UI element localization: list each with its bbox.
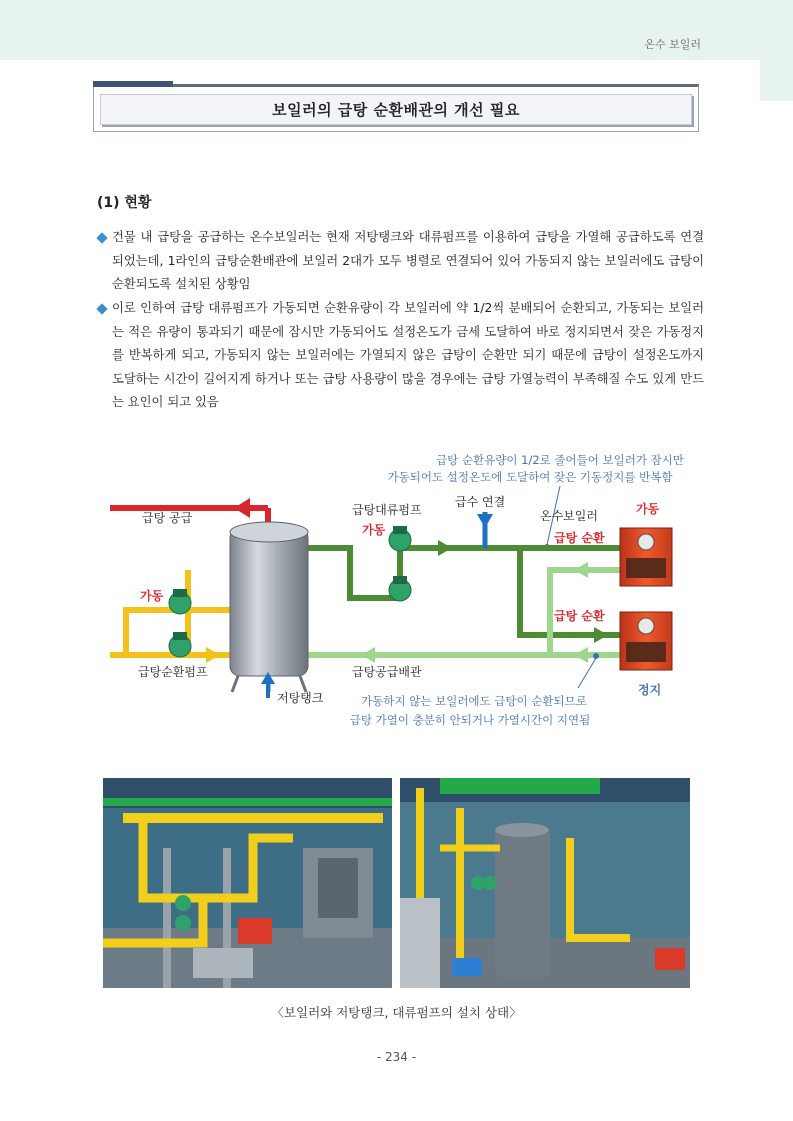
diamond-bullet-icon [96,303,107,314]
circulation-arrow-icon [206,647,220,663]
supply-label: 급탕 공급 [142,511,193,525]
stopped-label: 정지 [638,683,662,697]
return-arrow-icon [574,647,588,663]
circulation-label-2: 급탕 순환 [554,609,605,623]
installation-photo-left [103,778,392,988]
flow-arrow-icon [438,540,452,556]
figure-caption: 〈보일러와 저탕탱크, 대류펌프의 설치 상태〉 [271,1005,522,1020]
title-inner [100,94,692,125]
circulation-label-1: 급탕 순환 [554,531,605,545]
circulation-pump-label: 급탕순환펌프 [138,665,208,679]
bullet-text-1: 건물 내 급탕을 공급하는 온수보일러는 현재 저탕탱크와 대류펌프를 이용하여 급탕을 가열해 공급하도록 연결되었는데, 1라인의 급탕순환배관에 보일러 2대가 모두 병렬로 연결되어 있어 가동되지 않는 보일러에도 급탕이 순환되도록 설치된 상황임 [112,230,704,291]
bottom-annotation-pointer [578,658,596,688]
side-tab [760,60,793,101]
bottom-annotation-line1: 가동하지 않는 보일러에도 급탕이 순환되므로 [361,694,587,708]
circulation-loop-main [110,610,220,655]
return-arrow-icon [574,562,588,578]
convection-pump-label: 급탕대류펌프 [352,503,422,517]
installation-photo-right [400,778,690,988]
side-tab-top [760,0,793,60]
cold-water-arrow-icon [477,514,493,528]
supply-pipe-label: 급탕공급배관 [352,665,422,679]
bullet-text-2: 이로 인하여 급탕 대류펌프가 가동되면 순환유량이 각 보일러에 약 1/2씩 분배되어 순환되고, 가동되는 보일러는 적은 유량이 통과되기 때문에 잠시만 가동되어도 설정온도가 금세 도달하여 바로 정지되면서 잦은 가동정지를 반복하게 되고, 가동되지 않는 보일러에는 가열되지 않은 급탕이 순환만 되기 때문에 급탕이 설정온도까지 도달하는 시간이 길어지게 하거나 또는 급탕 사용량이 많을 경우에는 급탕 가열능력이 부족해질 수도 있게 만드는 요인이 되고 있음 [112,301,704,409]
convection-bypass [350,548,400,580]
water-connection-label: 급수 연결 [455,495,506,509]
storage-tank [230,522,308,692]
boiler-label: 온수보일러 [540,509,598,523]
top-annotation-line1: 급탕 순환유량이 1/2로 줄어들어 보일러가 잠시만 [436,453,684,467]
section-heading: (1) 현황 [97,195,152,211]
bottom-annotation-line2: 급탕 가열이 충분히 안되거나 가열시간이 지연됨 [349,713,591,727]
bullet-item-1 [112,226,704,297]
page-title: 보일러의 급탕 순환배관의 개선 필요 [272,101,520,119]
tank-label: 저탕탱크 [277,691,324,705]
running-label-3: 가동 [140,589,164,603]
bullet-item-2 [112,297,704,415]
top-annotation-line2: 가동되어도 설정온도에 도달하여 잦은 기동정지를 반복함 [387,470,673,484]
header-label: 온수 보일러 [644,38,701,51]
diamond-bullet-icon [96,232,107,243]
flow-arrow-icon [594,627,608,643]
boiler-unit-1 [620,528,672,586]
piping-diagram [100,440,700,740]
convection-pump-icon [389,576,411,601]
running-label-2: 가동 [636,502,660,516]
bottom-annotation-dot [593,653,599,659]
convection-pump-icon [389,526,411,551]
boiler-unit-2 [620,612,672,670]
title-box [93,84,699,132]
supply-arrow-icon [234,498,250,518]
page-number: - 234 - [376,1050,417,1064]
running-label-1: 가동 [362,523,386,537]
return-arrow-icon [361,647,375,663]
